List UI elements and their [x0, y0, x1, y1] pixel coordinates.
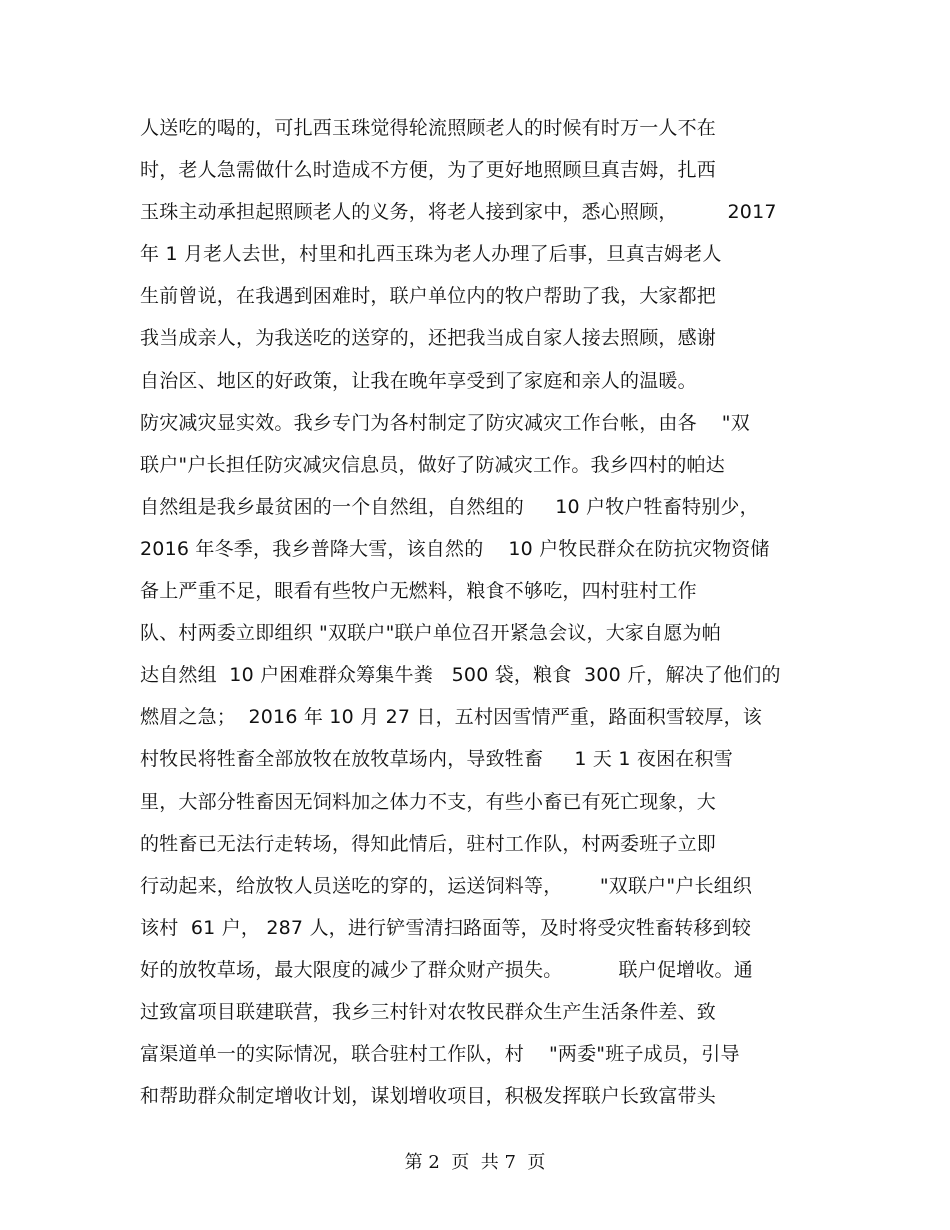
text-line: 2016 年冬季，我乡普降大雪，该自然的 10 户牧民群众在防抗灾物资储 [140, 537, 770, 560]
text-line: 村牧民将牲畜全部放牧在放牧草场内，导致牲畜 1 天 1 夜困在积雪 [140, 748, 733, 771]
text-line: 人送吃的喝的，可扎西玉珠觉得轮流照顾老人的时候有时万一人不在 [140, 117, 717, 139]
text-line: 该村 61 户， 287 人，进行铲雪清扫路面等，及时将受灾牲畜转移到较 [140, 916, 752, 939]
text-line: 联户"户长担任防灾减灾信息员，做好了防减灾工作。我乡四村的帕达 [140, 453, 725, 476]
text-line: 和帮助群众制定增收计划，谋划增收项目，积极发挥联户长致富带头 [140, 1085, 717, 1108]
text-line: 备上严重不足，眼看有些牧户无燃料，粮食不够吃，四村驻村工作 [140, 580, 697, 603]
text-line: 自然组是我乡最贫困的一个自然组，自然组的 10 户牧户牲畜特别少， [140, 495, 759, 518]
text-line: 队、村两委立即组织 "双联户"联户单位召开紧急会议，大家自愿为帕 [140, 622, 721, 645]
text-line: 我当成亲人，为我送吃的送穿的，还把我当成自家人接去照顾，感谢 [140, 327, 717, 350]
text-line: 自治区、地区的好政策，让我在晚年享受到了家庭和亲人的温暖。 [140, 369, 697, 392]
text-line: 过致富项目联建联营，我乡三村针对农牧民群众生产生活条件差、致 [140, 1000, 717, 1023]
text-line: 防灾减灾显实效。我乡专门为各村制定了防灾减灾工作台帐，由各 "双 [140, 411, 750, 434]
text-line: 玉珠主动承担起照顾老人的义务，将老人接到家中，悉心照顾， 2017 [140, 201, 777, 224]
text-line: 年 1 月老人去世，村里和扎西玉珠为老人办理了后事，旦真吉姆老人 [140, 243, 722, 266]
text-line: 达自然组 10 户困难群众筹集牛粪 500 袋，粮食 300 斤，解决了他们的 [140, 664, 781, 687]
text-line: 时，老人急需做什么时造成不方便，为了更好地照顾旦真吉姆，扎西 [140, 159, 717, 182]
page-number-footer: 第 2 页 共 7 页 [404, 1152, 546, 1173]
text-line: 行动起来，给放牧人员送吃的穿的，运送饲料等， "双联户"户长组织 [140, 874, 753, 897]
text-line: 里，大部分牲畜因无饲料加之体力不支，有些小畜已有死亡现象，大 [140, 790, 717, 813]
body-text [140, 112, 820, 1122]
text-line: 好的放牧草场，最大限度的减少了群众财产损失。 联户促增收。通 [140, 958, 753, 981]
text-line: 生前曾说，在我遇到困难时，联户单位内的牧户帮助了我，大家都把 [140, 285, 717, 308]
text-line: 的牲畜已无法行走转场，得知此情后，驻村工作队，村两委班子立即 [140, 832, 717, 855]
text-line: 富渠道单一的实际情况，联合驻村工作队，村 "两委"班子成员，引导 [140, 1043, 740, 1066]
text-line: 燃眉之急； 2016 年 10 月 27 日，五村因雪情严重，路面积雪较厚，该 [140, 706, 762, 729]
